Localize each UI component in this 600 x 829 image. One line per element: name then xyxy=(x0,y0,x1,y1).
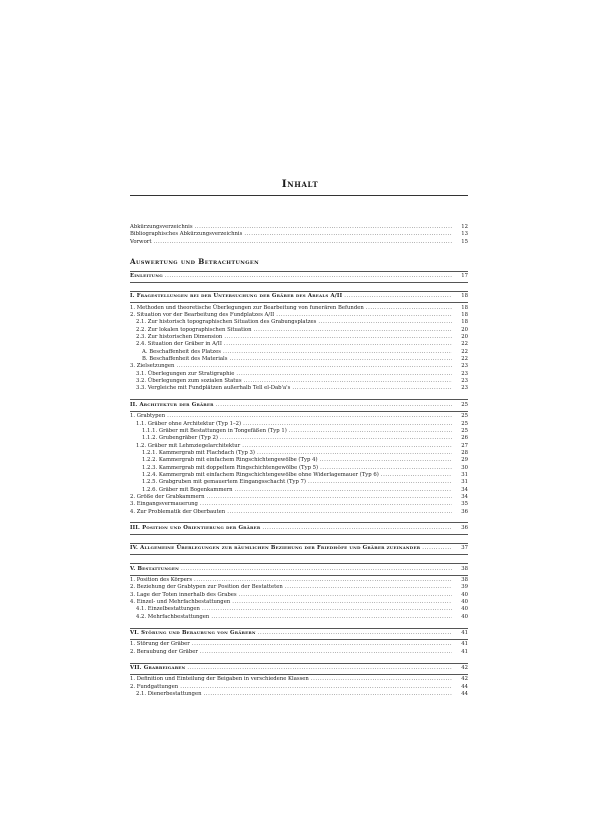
toc-entry xyxy=(130,509,468,516)
toc-entry-label: 4. Einzel- und Mehrfachbestattungen xyxy=(130,599,231,606)
toc-entry-page: 42 xyxy=(461,676,468,683)
page-title: Inhalt xyxy=(281,178,319,190)
dot-leader xyxy=(242,443,452,450)
toc-entry-label: 2.1. Zur historisch topographischen Situation des Grabungsplatzes xyxy=(136,319,317,326)
dot-leader xyxy=(207,494,452,501)
toc-entry xyxy=(130,356,468,363)
dot-leader xyxy=(224,341,452,348)
toc-entry xyxy=(130,649,468,656)
section-rule xyxy=(130,271,468,272)
toc-entry xyxy=(130,334,468,341)
dot-leader xyxy=(244,231,452,238)
toc-entry-label: IV. Allgemeine Überlegungen zur räumlichen Beziehung der Friedhöfe und Gräber zueinander xyxy=(130,545,421,552)
toc-entry xyxy=(130,614,468,621)
toc-entry xyxy=(130,443,468,450)
toc-entry-page: 40 xyxy=(461,599,468,606)
toc-entry-page: 15 xyxy=(461,238,468,245)
section-gap xyxy=(130,536,468,541)
toc-entry-label: 4.2. Mehrfachbestattungen xyxy=(136,613,210,620)
toc-entry xyxy=(130,363,468,370)
toc-entry-label: B. Beschaffenheit des Materials xyxy=(142,356,228,363)
toc-entry-page: 25 xyxy=(461,427,468,434)
section-gap xyxy=(130,557,468,562)
toc-entry xyxy=(130,239,468,246)
toc-entry-label: Vorwort xyxy=(130,238,152,245)
toc-entry-label: 1.2.1. Kammergrab mit Flachdach (Typ 3) xyxy=(142,449,255,456)
dot-leader xyxy=(180,684,452,691)
toc-entry-label: V. Bestattungen xyxy=(130,565,180,572)
toc-entry-page: 31 xyxy=(461,479,468,486)
toc-entry xyxy=(130,487,468,494)
toc-entry-page: 18 xyxy=(461,293,468,300)
toc-section-heading xyxy=(130,273,468,280)
dot-leader xyxy=(200,649,452,656)
dot-leader xyxy=(311,676,452,683)
toc-entry-label: 2.3. Zur historischen Dimension xyxy=(136,334,223,341)
toc-entry-label: 1. Position des Körpers xyxy=(130,577,193,583)
toc-entry xyxy=(130,327,468,334)
toc-entry xyxy=(130,479,468,486)
dot-leader xyxy=(422,545,452,552)
toc-entry-label: 1. Störung der Gräber xyxy=(130,641,190,648)
section-rule xyxy=(130,291,468,292)
toc-entry-label: 3. Lage der Toten innerhalb des Grabes xyxy=(130,591,237,598)
dot-leader xyxy=(239,592,452,599)
dot-leader xyxy=(224,334,452,341)
section-rule xyxy=(130,543,468,544)
toc-entry xyxy=(130,349,468,356)
toc-entry-page: 23 xyxy=(461,370,468,377)
title-rule xyxy=(130,195,468,196)
dot-leader xyxy=(187,665,452,672)
toc-entry-label: VI. Störung und Beraubung von Gräbern xyxy=(130,630,256,637)
toc-entry-label: 3.3. Vergleiche mit Fundplätzen außerhalb Tell el-Dab'a's xyxy=(136,385,291,392)
toc-entry-page: 31 xyxy=(461,471,468,478)
toc-entry-page: 22 xyxy=(461,356,468,363)
toc-section-heading xyxy=(130,630,468,637)
toc-entry-page: 44 xyxy=(461,691,468,698)
toc-entry-label: Einleitung xyxy=(130,273,163,279)
toc-entry-page: 40 xyxy=(461,613,468,620)
toc-section-heading xyxy=(130,402,468,409)
dot-leader xyxy=(181,566,452,573)
toc-section-heading xyxy=(130,545,468,552)
dot-leader xyxy=(243,421,452,428)
toc-entry-page: 23 xyxy=(461,385,468,392)
section-gap xyxy=(130,621,468,626)
dot-leader xyxy=(366,305,452,312)
toc-sections xyxy=(130,269,468,698)
toc-entry-page: 13 xyxy=(461,231,468,238)
toc-entry xyxy=(130,305,468,312)
toc-entry xyxy=(130,501,468,508)
toc-entry xyxy=(130,319,468,326)
toc-entry-label: 2. Beziehung der Grabtypen zur Position der Bestatteten xyxy=(130,584,283,591)
toc-section-heading xyxy=(130,665,468,672)
toc-entry-page: 29 xyxy=(461,457,468,464)
dot-leader xyxy=(192,641,452,648)
toc-entry-label: 1.2. Gräber mit Lehmziegelarchitektur xyxy=(136,442,241,449)
toc-entry-page: 38 xyxy=(461,565,468,572)
dot-leader xyxy=(153,239,452,246)
dot-leader xyxy=(167,413,452,420)
toc-entry xyxy=(130,465,468,472)
dot-leader xyxy=(220,435,452,442)
toc-entry xyxy=(130,378,468,385)
toc-entry xyxy=(130,584,468,591)
section-gap xyxy=(130,284,468,289)
toc-entry-page: 36 xyxy=(461,508,468,515)
dot-leader xyxy=(211,614,452,621)
toc-entry-label: II. Architektur der Gräber xyxy=(130,401,214,408)
toc-entry-label: 2.1. Dienerbestattungen xyxy=(136,691,202,698)
toc-entry-page: 18 xyxy=(461,312,468,319)
dot-leader xyxy=(285,584,452,591)
toc-entry-page: 25 xyxy=(461,401,468,408)
toc-entry-label: 3. Zielsetzungen xyxy=(130,363,175,370)
toc-entry-page: 36 xyxy=(461,524,468,531)
toc-entry-label: 1.2.5. Grabgruben mit gemauertem Eingangsschacht (Typ 7) xyxy=(142,479,306,486)
toc-entry-label: 3. Eingangsvermauerung xyxy=(130,501,198,508)
section-rule xyxy=(130,522,468,523)
dot-leader xyxy=(229,356,452,363)
part-title: Auswertung und Betrachtungen xyxy=(130,257,260,266)
toc-entry-label: 2. Situation vor der Bearbeitung des Fundplatzes A/II xyxy=(130,312,275,319)
toc-entry-page: 12 xyxy=(461,224,468,230)
toc-entry-page: 23 xyxy=(461,378,468,385)
section-rule xyxy=(130,628,468,629)
toc-entry xyxy=(130,421,468,428)
front-matter-list xyxy=(130,224,468,246)
toc-entry-page: 25 xyxy=(461,420,468,427)
toc-entry xyxy=(130,599,468,606)
dot-leader xyxy=(254,327,452,334)
section-rule xyxy=(130,639,468,640)
toc-entry-label: 1.2.6. Gräber mit Bogenkammern xyxy=(142,486,233,493)
toc-entry-label: 3.2. Überlegungen zum sozialen Status xyxy=(136,378,242,385)
toc-entry-page: 18 xyxy=(461,304,468,311)
toc-entry-page: 44 xyxy=(461,683,468,690)
dot-leader xyxy=(236,371,452,378)
toc-entry-page: 34 xyxy=(461,493,468,500)
toc-entry-page: 40 xyxy=(461,606,468,613)
toc-entry-page: 41 xyxy=(461,630,468,637)
section-rule xyxy=(130,411,468,412)
toc-entry-label: 3.1. Überlegungen zur Stratigraphie xyxy=(136,370,235,377)
toc-entry-label: 4. Zur Problematik der Oberbauten xyxy=(130,508,226,515)
toc-entry-page: 20 xyxy=(461,334,468,341)
toc-entry-page: 18 xyxy=(461,319,468,326)
toc-entry xyxy=(130,385,468,392)
dot-leader xyxy=(289,428,452,435)
dot-leader xyxy=(165,273,452,280)
toc-entry-label: 1.2.4. Kammergrab mit einfachem Ringschichtengewölbe ohne Widerlagemauer (Typ 6) xyxy=(142,471,379,478)
toc-entry-label: I. Fragestellungen bei der Untersuchung der Gräber des Areals A/II xyxy=(130,293,343,300)
toc-entry xyxy=(130,231,468,238)
section-rule xyxy=(130,282,468,283)
toc-entry xyxy=(130,435,468,442)
toc-entry-label: 1. Definition und Einteilung der Beigaben in verschiedene Klassen xyxy=(130,676,309,683)
section-rule xyxy=(130,534,468,535)
toc-entry-page: 27 xyxy=(461,442,468,449)
dot-leader xyxy=(202,606,452,613)
section-rule xyxy=(130,563,468,564)
toc-entry xyxy=(130,691,468,698)
toc-entry xyxy=(130,606,468,613)
toc-entry-page: 35 xyxy=(461,501,468,508)
toc-entry xyxy=(130,577,468,584)
toc-entry-page: 17 xyxy=(461,273,468,279)
toc-entry-page: 38 xyxy=(461,577,468,583)
dot-leader xyxy=(292,385,452,392)
toc-entry-label: 2. Beraubung der Gräber xyxy=(130,648,198,655)
dot-leader xyxy=(194,577,452,584)
section-gap xyxy=(130,656,468,661)
toc-entry-label: 1. Methoden und theoretische Überlegungen zur Bearbeitung von funerären Befunden xyxy=(130,304,364,311)
toc-entry-page: 41 xyxy=(461,641,468,648)
toc-entry-label: 2.4. Situation der Gräber in A/II xyxy=(136,341,222,348)
dot-leader xyxy=(235,487,452,494)
toc-entry-label: 1.1.1. Gräber mit Bestattungen in Tongefäßen (Typ 1) xyxy=(142,427,287,434)
toc-entry-label: 2. Fundgattungen xyxy=(130,683,179,690)
toc-entry xyxy=(130,413,468,420)
section-rule xyxy=(130,302,468,303)
dot-leader xyxy=(204,691,453,698)
toc-entry-page: 42 xyxy=(461,665,468,672)
toc-entry-label: 1.2.2. Kammergrab mit einfachem Ringschichtengewölbe (Typ 4) xyxy=(142,457,318,464)
toc-entry xyxy=(130,641,468,648)
toc-entry-label: 1.2.3. Kammergrab mit doppeltem Ringschichtengewölbe (Typ 5) xyxy=(142,464,319,471)
toc-entry xyxy=(130,592,468,599)
dot-leader xyxy=(244,378,452,385)
toc-entry-label: VII. Grabbeigaben xyxy=(130,665,186,672)
toc-entry-label: Abkürzungsverzeichnis xyxy=(130,224,193,230)
toc-entry-page: 39 xyxy=(461,584,468,591)
dot-leader xyxy=(200,501,452,508)
section-rule xyxy=(130,554,468,555)
toc-entry-label: Bibliographisches Abkürzungsverzeichnis xyxy=(130,231,243,238)
toc-entry-label: 1. Grabtypen xyxy=(130,413,166,420)
section-rule xyxy=(130,674,468,675)
dot-leader xyxy=(227,509,452,516)
toc-entry-label: 4.1. Einzelbestattungen xyxy=(136,606,200,613)
toc-entry xyxy=(130,312,468,319)
section-rule xyxy=(130,399,468,400)
toc-entry xyxy=(130,341,468,348)
toc-entry-page: 26 xyxy=(461,435,468,442)
toc-entry xyxy=(130,457,468,464)
toc-entry xyxy=(130,494,468,501)
dot-leader xyxy=(232,599,452,606)
toc-entry-page: 37 xyxy=(461,545,468,552)
toc-entry-page: 40 xyxy=(461,591,468,598)
dot-leader xyxy=(223,349,452,356)
toc-section-heading xyxy=(130,525,468,532)
toc-entry xyxy=(130,676,468,683)
dot-leader xyxy=(176,363,452,370)
dot-leader xyxy=(258,630,452,637)
dot-leader xyxy=(195,224,452,231)
dot-leader xyxy=(276,312,452,319)
dot-leader xyxy=(344,293,452,300)
toc-entry-page: 20 xyxy=(461,326,468,333)
dot-leader xyxy=(320,457,452,464)
dot-leader xyxy=(320,465,452,472)
toc-entry-label: A. Beschaffenheit des Platzes xyxy=(142,348,221,355)
dot-leader xyxy=(318,319,452,326)
toc-entry-label: III. Position und Orientierung der Gräber xyxy=(130,524,261,531)
toc-entry-page: 23 xyxy=(461,363,468,370)
toc-entry-label: 1.1. Gräber ohne Architektur (Typ 1–2) xyxy=(136,420,242,427)
toc-section-heading xyxy=(130,293,468,300)
toc-entry-page: 22 xyxy=(461,341,468,348)
toc-entry-page: 28 xyxy=(461,449,468,456)
section-gap xyxy=(130,516,468,521)
dot-leader xyxy=(262,525,452,532)
dot-leader xyxy=(216,402,452,409)
toc-entry-label: 2. Größe der Grabkammern xyxy=(130,493,205,500)
section-gap xyxy=(130,393,468,398)
toc-entry xyxy=(130,224,468,231)
dot-leader xyxy=(381,472,452,479)
section-rule xyxy=(130,575,468,576)
toc-entry-page: 41 xyxy=(461,648,468,655)
toc-entry-label: 1.1.2. Grubengräber (Typ 2) xyxy=(142,435,218,442)
dot-leader xyxy=(308,479,452,486)
section-rule xyxy=(130,663,468,664)
toc-entry-page: 25 xyxy=(461,413,468,420)
toc-entry-page: 22 xyxy=(461,348,468,355)
toc-entry-label: 2.2. Zur lokalen topographischen Situation xyxy=(136,326,252,333)
toc-entry xyxy=(130,684,468,691)
toc-section-heading xyxy=(130,566,468,573)
toc-entry-page: 30 xyxy=(461,464,468,471)
toc-entry-page: 34 xyxy=(461,486,468,493)
